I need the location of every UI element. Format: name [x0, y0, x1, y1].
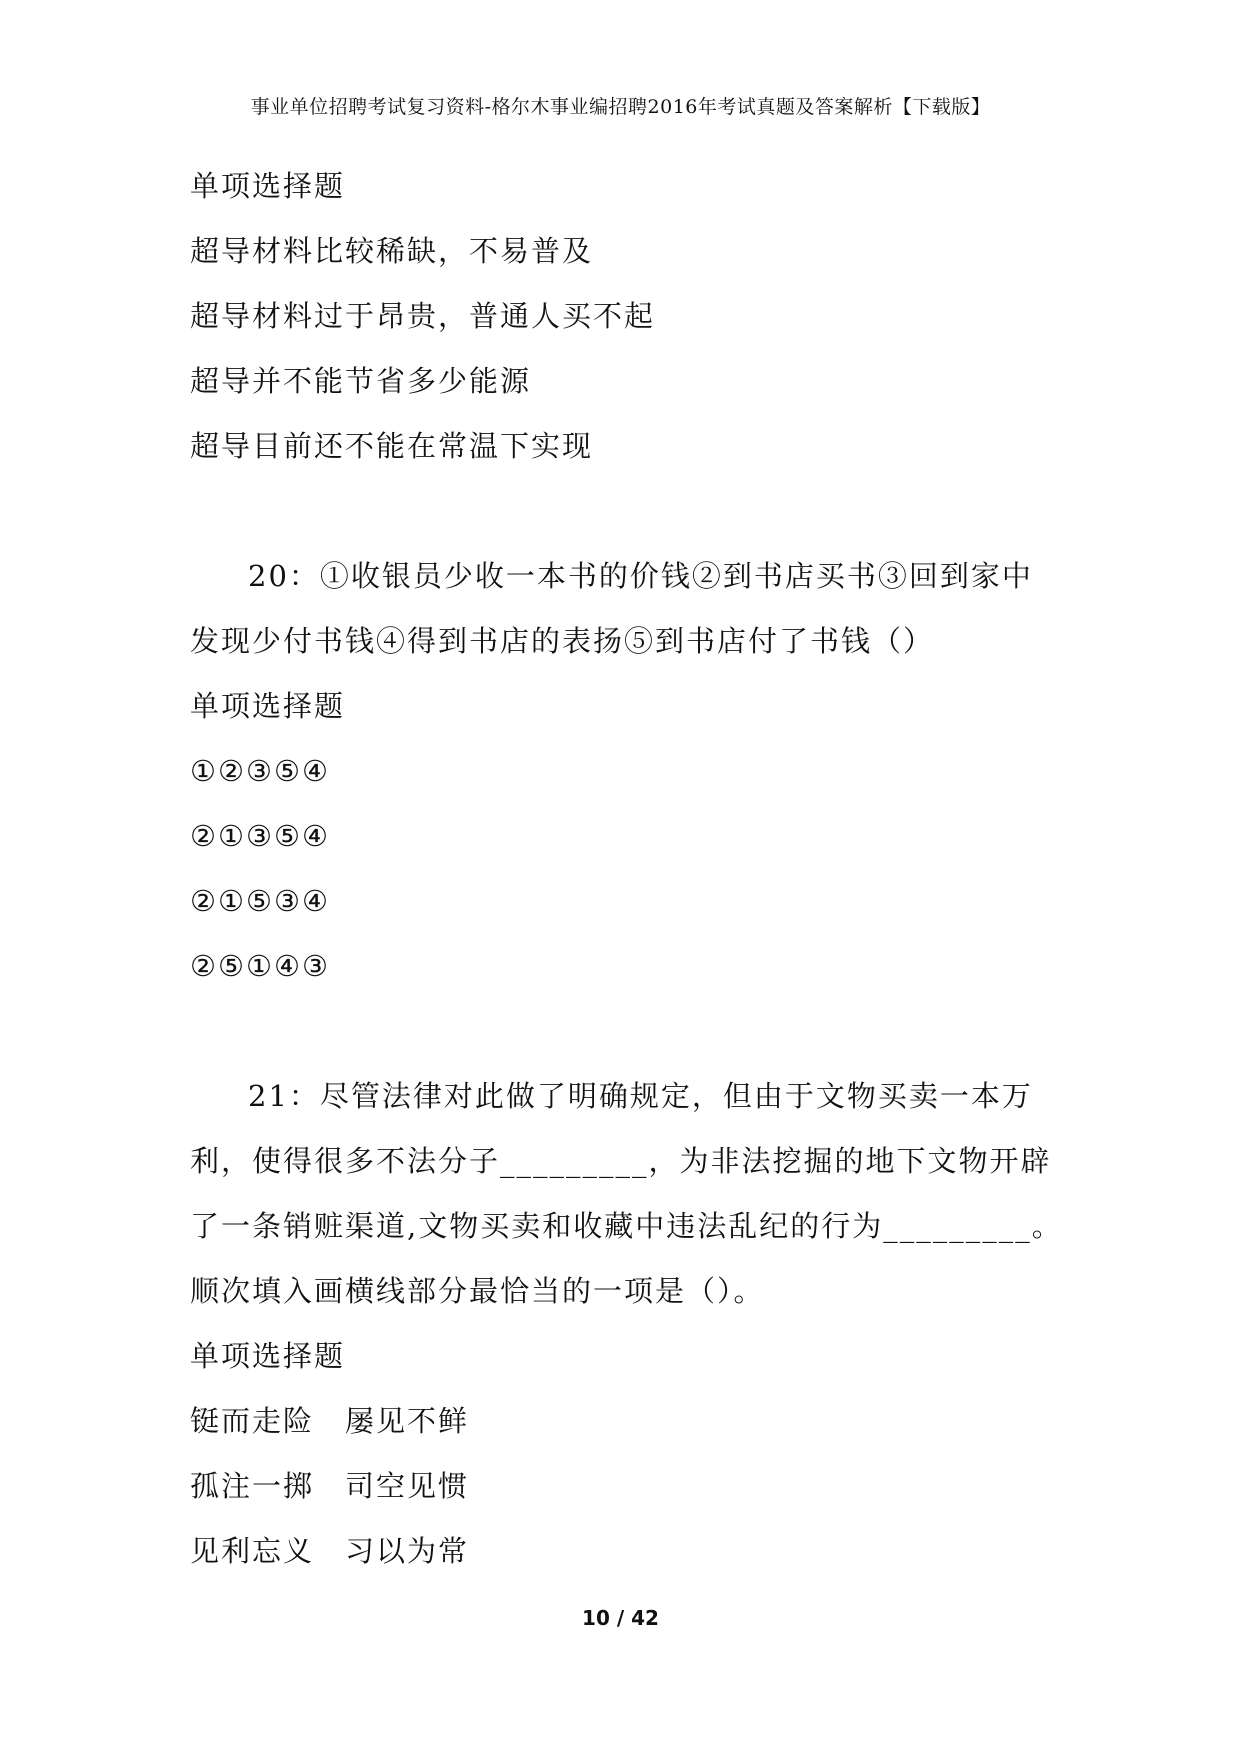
option-a: 超导材料比较稀缺，不易普及	[190, 234, 594, 268]
q21-stem-line-1: 21：尽管法律对此做了明确规定，但由于文物买卖一本万	[248, 1079, 1033, 1113]
question-type-label: 单项选择题	[190, 689, 346, 723]
q21-option-c: 见利忘义 习以为常	[190, 1534, 470, 1568]
document-header: 事业单位招聘考试复习资料-格尔木事业编招聘2016年考试真题及答案解析【下载版】	[250, 96, 991, 118]
q20-option-d: ②⑤①④③	[190, 949, 330, 983]
option-d: 超导目前还不能在常温下实现	[190, 429, 594, 463]
q21-stem-line-4: 顺次填入画横线部分最恰当的一项是（）。	[190, 1274, 765, 1308]
q20-option-a: ①②③⑤④	[190, 754, 330, 788]
option-b: 超导材料过于昂贵，普通人买不起	[190, 299, 656, 333]
question-type-label: 单项选择题	[190, 1339, 346, 1373]
q20-stem-line-2: 发现少付书钱④得到书店的表扬⑤到书店付了书钱（）	[190, 624, 935, 658]
q20-option-c: ②①⑤③④	[190, 884, 330, 918]
page-content	[190, 154, 1063, 1584]
q20-stem-line-1: 20：①收银员少收一本书的价钱②到书店买书③回到家中	[248, 559, 1033, 593]
q21-option-a: 铤而走险 屡见不鲜	[190, 1404, 470, 1438]
page-number: 10 / 42	[582, 1606, 659, 1630]
option-c: 超导并不能节省多少能源	[190, 364, 532, 398]
q21-option-b: 孤注一掷 司空见惯	[190, 1469, 470, 1503]
q21-stem-line-3: 了一条销赃渠道,文物买卖和收藏中违法乱纪的行为_________。	[190, 1209, 1063, 1243]
question-type-label: 单项选择题	[190, 169, 346, 203]
q21-stem-line-2: 利，使得很多不法分子_________，为非法挖掘的地下文物开辟	[190, 1144, 1052, 1178]
q20-option-b: ②①③⑤④	[190, 819, 330, 853]
